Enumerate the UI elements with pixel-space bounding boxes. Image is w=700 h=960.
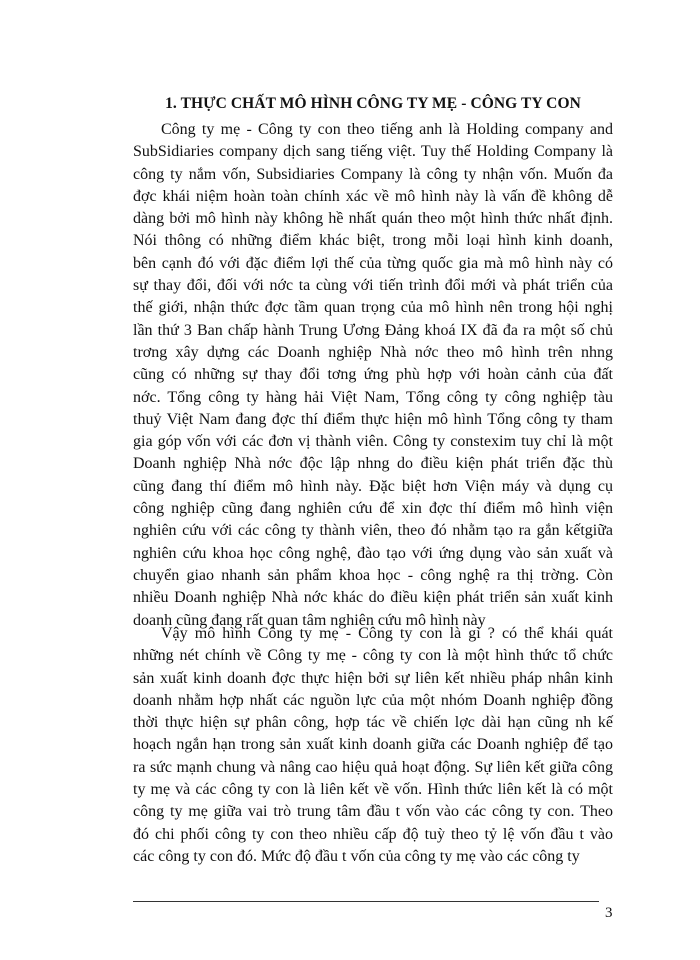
section-heading: 1. THỰC CHẤT MÔ HÌNH CÔNG TY MẸ - CÔNG TY CON: [165, 95, 581, 112]
text-line: sản xuất kinh doanh đợc thực hiện bởi sự liên kết nhiều pháp nhân kinh: [133, 669, 613, 687]
text-line: công nghiệp cũng đang nghiên cứu để xin đợc thí điểm mô hình viện: [133, 500, 613, 518]
text-line: thuỷ Việt Nam đang đợc thí điểm thực hiện mô hình Tổng công ty tham: [133, 410, 613, 428]
text-line: nghiên cứu khoa học công nghệ, đào tạo với ứng dụng vào sản xuất và: [133, 544, 613, 562]
paragraph-1: [133, 119, 613, 632]
text-line: dàng bởi mô hình này không hề nhất quán theo một hình thức nhất định.: [133, 210, 613, 228]
text-line: bên cạnh đó với đặc điểm lợi thế của từng quốc gia mà mô hình này có: [133, 254, 613, 272]
paragraph-2: [133, 623, 613, 868]
text-line: đó chi phối công ty con theo nhiều cấp độ tuỳ theo tỷ lệ vốn đầu t vào: [133, 825, 613, 843]
text-line: thế giới, nhận thức đợc tầm quan trọng của mô hình nên trong hội nghị: [133, 299, 613, 317]
text-line: lần thứ 3 Ban chấp hành Trung Ương Đảng khoá IX đã đa ra một số chủ: [133, 321, 613, 339]
page-number: 3: [605, 905, 613, 921]
text-line: công ty nắm vốn, Subsidiaries Company là công ty nhận vốn. Muốn đa: [133, 165, 613, 183]
text-line: chuyển giao nhanh sản phẩm khoa học - công nghệ ra thị trờng. Còn: [133, 566, 613, 584]
text-line: thời thực hiện sự phân công, hợp tác về chiến lợc dài hạn cũng nh kế: [133, 714, 613, 732]
text-line: nghiên cứu với các công ty thành viên, theo đó nhằm tạo ra gắn kếtgiữa: [133, 522, 613, 540]
text-line: ty mẹ và các công ty con là liên kết về vốn. Hình thức liên kết là có một: [133, 781, 613, 799]
text-line: Công ty mẹ - Công ty con theo tiếng anh là Holding company and: [161, 121, 613, 138]
footer-divider: [133, 901, 599, 902]
text-line: doanh nhằm hợp nhất các nguồn lực của một nhóm Doanh nghiệp đồng: [133, 691, 613, 709]
text-line: Vậy mô hình Công ty mẹ - Công ty con là gì ? có thể khái quát: [161, 625, 613, 642]
text-line: sự thay đổi, đối với nớc ta cùng với tiến trình đổi mới và phát triển của: [133, 277, 613, 295]
text-line: gia góp vốn với các đơn vị thành viên. Công ty constexim tuy chỉ là một: [133, 433, 613, 451]
text-line: Nói thông có những điểm khác biệt, trong mỗi loại hình kinh doanh,: [133, 232, 613, 250]
text-line: những nét chính về Công ty mẹ - công ty con là một hình thức tổ chức: [133, 647, 613, 665]
text-line: cũng đang thí điểm mô hình này. Đặc biệt hơn Viện máy và dụng cụ: [133, 477, 613, 495]
text-line: đợc khái niệm hoàn toàn chính xác về mô hình này là vấn đề không dễ: [133, 187, 613, 205]
text-line: cũng có những sự thay đổi tơng ứng phù hợp với hoàn cảnh của đất: [133, 366, 613, 384]
text-line: các công ty con đó. Mức độ đầu t vốn của công ty mẹ vào các công ty: [133, 847, 580, 865]
text-line: hoạch ngắn hạn trong sản xuất kinh doanh giữa các Doanh nghiệp để tạo: [133, 736, 613, 754]
text-line: trơng xây dựng các Doanh nghiệp Nhà nớc theo mô hình trên nhng: [133, 343, 613, 361]
text-line: doanh cũng đang rất quan tâm nghiên cứu mô hình này: [133, 611, 486, 629]
text-line: nhiều Doanh nghiệp Nhà nớc khác do điều kiện phát triển sản xuất kinh: [133, 589, 613, 607]
text-line: nớc. Tổng công ty hàng hải Việt Nam, Tổng công ty công nghiệp tàu: [133, 388, 613, 406]
text-line: ra sức mạnh chung và nâng cao hiệu quả hoạt động. Sự liên kết giữa công: [133, 758, 613, 776]
text-line: công ty mẹ giữa vai trò trung tâm đầu t vốn vào các công ty con. Theo: [133, 803, 613, 821]
text-line: Doanh nghiệp Nhà nớc độc lập nhng do điều kiện phát triển đặc thù: [133, 455, 613, 473]
text-line: SubSidiaries company dịch sang tiếng việt. Tuy thế Holding Company là: [133, 143, 613, 161]
